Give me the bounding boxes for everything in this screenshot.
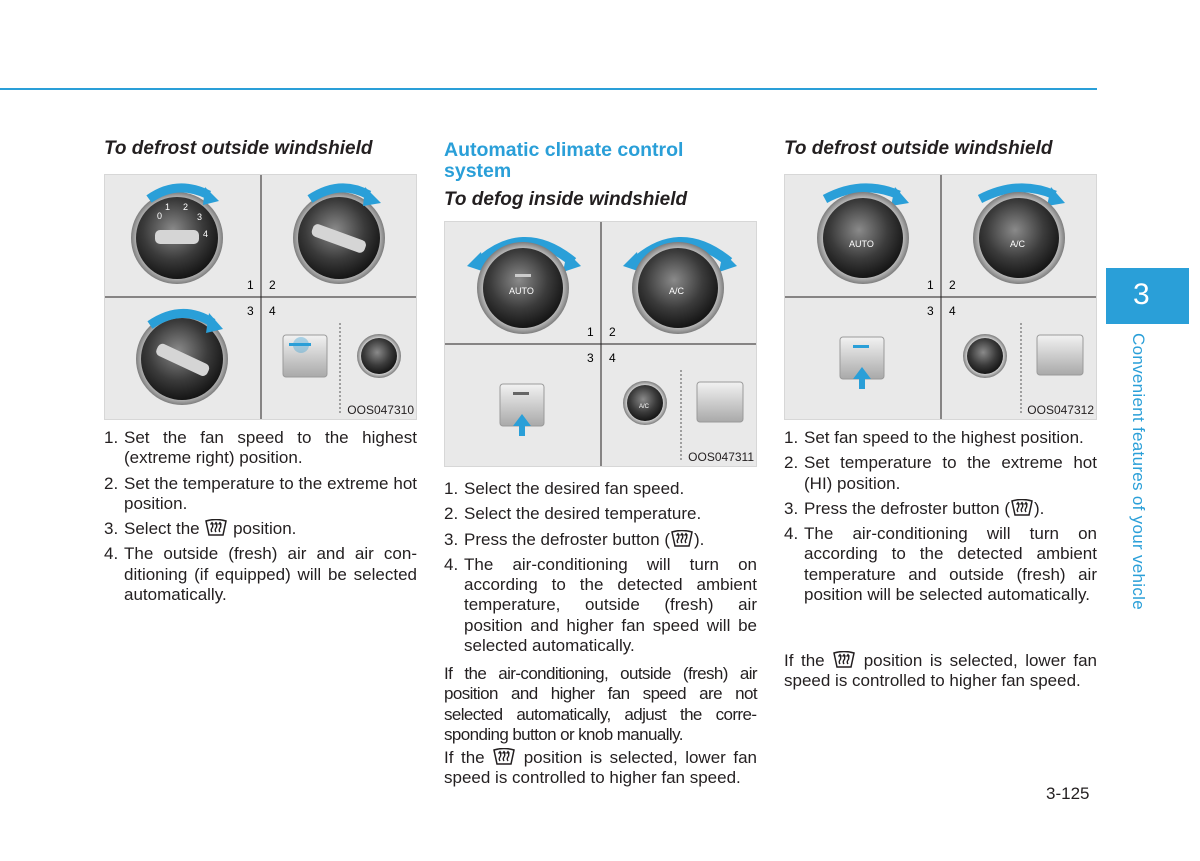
figure-label: 2 <box>949 278 956 292</box>
para-text: If the <box>784 651 825 670</box>
step-text: Press the defroster button ( <box>464 529 670 549</box>
figure-label: 1 <box>247 278 254 292</box>
temperature-knob <box>973 187 1065 284</box>
list-item <box>444 530 757 550</box>
air-conditioning-knob <box>357 334 401 378</box>
recirculation-button <box>1037 335 1083 375</box>
list-item <box>104 428 417 469</box>
middle-paragraph-2 <box>444 748 757 789</box>
step-text: Press the defroster button ( <box>804 498 1010 518</box>
step-number: 2. <box>444 504 459 524</box>
left-heading: To defrost outside windshield <box>104 138 373 159</box>
section-title: Automatic climate control system <box>444 139 684 182</box>
step-text: ). <box>1034 498 1045 518</box>
step-number: 3. <box>104 519 119 539</box>
dial-number: 3 <box>197 212 203 222</box>
windshield-defroster-icon <box>670 530 694 548</box>
step-text: The outside (fresh) air and air conditioning (if equipped) will be selected automatically. <box>124 544 417 605</box>
windshield-defroster-icon <box>832 651 856 669</box>
figure-label: 4 <box>949 304 956 318</box>
step-number: 4. <box>784 524 799 544</box>
step-text: Select the <box>124 519 200 539</box>
knob-label: AUTO <box>849 239 874 249</box>
auto-knob <box>817 187 909 284</box>
middle-heading: To defog inside windshield <box>444 189 688 210</box>
small-ac-knob <box>623 381 667 425</box>
dial-number: 1 <box>165 202 171 212</box>
middle-figure-illustration <box>445 222 756 466</box>
knob-label: AUTO <box>509 286 534 296</box>
temperature-knob <box>293 187 385 284</box>
chapter-title: Convenient features of your vehicle <box>1129 333 1148 610</box>
list-item <box>104 519 417 539</box>
chapter-title-vertical <box>1126 333 1156 613</box>
fan-speed-knob <box>131 187 223 284</box>
list-item <box>444 555 757 656</box>
small-ac-knob <box>963 334 1007 378</box>
page-number: 3-125 <box>1046 784 1090 803</box>
step-number: 3. <box>784 498 799 518</box>
figure-label: 3 <box>247 304 254 318</box>
figure-label: 1 <box>927 278 934 292</box>
knob-label: A/C <box>1010 239 1026 249</box>
left-figure-illustration <box>105 175 416 419</box>
para-text: position is selected, lower fan speed is controlled to higher fan speed. <box>784 651 1097 691</box>
figure-label: 1 <box>587 325 594 339</box>
right-heading: To defrost outside windshield <box>784 138 1053 159</box>
windshield-defroster-icon <box>1010 499 1034 517</box>
step-text: Set the temperature to the extreme hot position. <box>124 473 417 513</box>
step-text: The air-conditioning will turn on according to the detected ambient temperature and outside (fresh) air position will be selected automatically. <box>804 524 1097 605</box>
figure-label: 4 <box>269 304 276 318</box>
right-figure <box>784 174 1097 420</box>
para-text: If the <box>444 748 485 767</box>
step-number: 1. <box>444 479 459 498</box>
list-item <box>444 479 757 499</box>
step-text: Set fan speed to the highest position. <box>804 428 1084 447</box>
list-item <box>784 453 1097 494</box>
right-steps <box>784 428 1097 610</box>
list-item <box>104 474 417 515</box>
left-steps <box>104 428 417 610</box>
figure-label: 4 <box>609 351 616 365</box>
chapter-tab <box>1106 268 1189 324</box>
step-number: 2. <box>784 453 799 473</box>
figure-label: 3 <box>927 304 934 318</box>
list-item <box>784 428 1097 448</box>
list-item <box>444 504 757 524</box>
mode-knob <box>136 313 228 405</box>
step-text: Set the fan speed to the highest (extreme right) position. <box>124 428 417 468</box>
step-text: The air-conditioning will turn on according to the detected ambient temperature, outside (fresh) air position and higher fan speed will be selected automatically. <box>464 554 757 656</box>
figure-code: OOS047312 <box>1027 403 1094 417</box>
step-text: Set temperature to the extreme hot (HI) position. <box>804 453 1097 493</box>
middle-figure <box>444 221 757 467</box>
header-rule <box>0 88 1097 90</box>
knob-label: A/C <box>639 404 650 410</box>
step-number: 4. <box>104 544 119 564</box>
auto-knob <box>467 242 581 334</box>
list-item <box>784 499 1097 519</box>
step-number: 1. <box>104 428 119 447</box>
recirculation-button <box>697 382 743 422</box>
step-text: Select the desired fan speed. <box>464 479 685 498</box>
chapter-number: 3 <box>1133 278 1150 311</box>
para-text: position is selected, lower fan speed is controlled to higher fan speed. <box>444 748 757 788</box>
temperature-knob <box>623 242 737 334</box>
knob-label: A/C <box>669 286 685 296</box>
figure-code: OOS047311 <box>688 450 754 464</box>
front-defrost-button <box>283 335 327 377</box>
figure-label: 2 <box>269 278 276 292</box>
figure-label: 3 <box>587 351 594 365</box>
windshield-defroster-icon <box>492 748 516 766</box>
right-figure-illustration <box>785 175 1096 419</box>
middle-steps <box>444 479 757 661</box>
right-paragraph <box>784 651 1097 692</box>
windshield-defroster-icon <box>204 519 228 537</box>
figure-code: OOS047310 <box>347 403 414 417</box>
step-number: 4. <box>444 554 459 574</box>
figure-label: 2 <box>609 325 616 339</box>
middle-paragraph: If the air-conditioning, outside (fresh) air position and higher fan speed are not selected automatically, adjust the corresponding button or knob manually. <box>444 664 757 744</box>
step-text: ). <box>694 529 705 549</box>
step-text: position. <box>233 519 297 539</box>
dial-number: 2 <box>183 202 189 212</box>
front-defrost-button <box>840 337 884 389</box>
rear-defrost-button <box>500 384 544 436</box>
step-number: 2. <box>104 473 119 493</box>
step-text: Select the desired temperature. <box>464 504 702 524</box>
left-figure <box>104 174 417 420</box>
step-number: 1. <box>784 428 799 447</box>
list-item <box>104 544 417 605</box>
dial-number: 0 <box>157 211 163 221</box>
step-number: 3. <box>444 529 459 549</box>
list-item <box>784 524 1097 605</box>
dial-number: 4 <box>203 229 209 239</box>
